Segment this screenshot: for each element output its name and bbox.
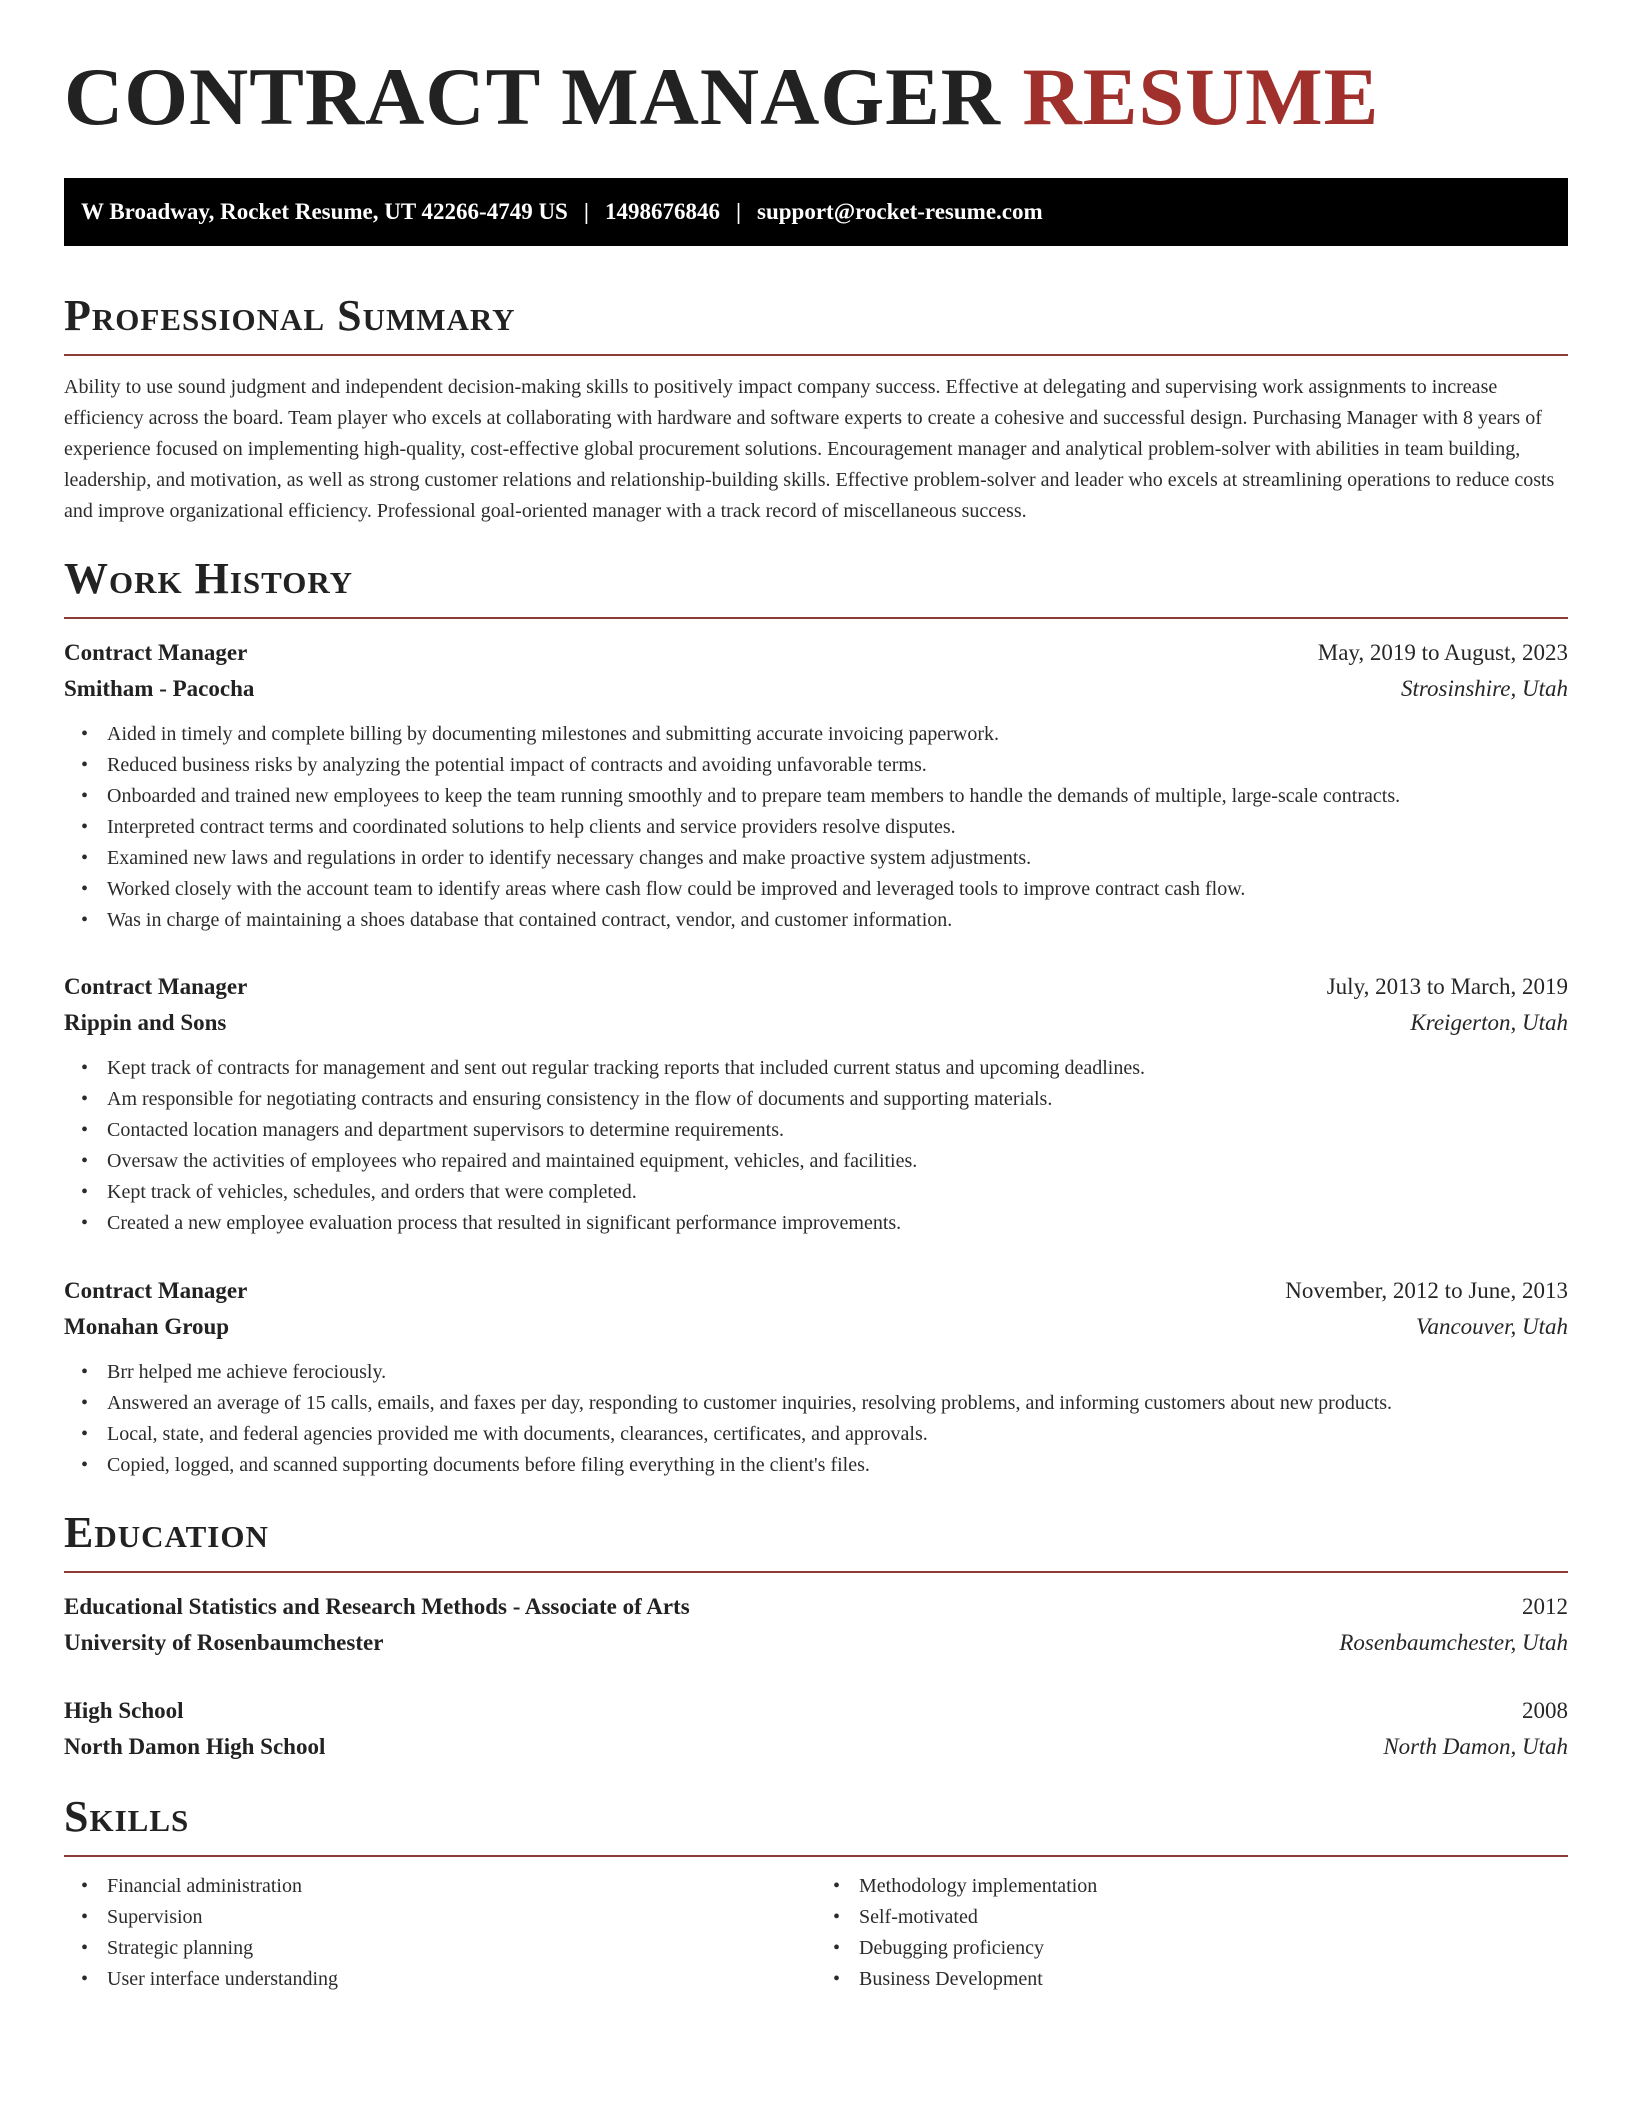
job-bullet: • Onboarded and trained new employees to keep the team running smoothly and to prepare team members to handle the demands of multiple, large-scale contracts. bbox=[107, 781, 1568, 812]
job-entry bbox=[64, 635, 1568, 936]
job-bullets bbox=[64, 719, 1568, 936]
job-header-row bbox=[64, 969, 1568, 1005]
education-school-row bbox=[64, 1729, 1568, 1765]
education-degree-row bbox=[64, 1589, 1568, 1625]
skills-list-right bbox=[816, 1871, 1568, 1995]
job-dates: November, 2012 to June, 2013 bbox=[1285, 1278, 1568, 1303]
job-company-row bbox=[64, 1309, 1568, 1345]
skill-item: • Self-motivated bbox=[859, 1902, 1568, 1933]
education-degree-row bbox=[64, 1693, 1568, 1729]
job-title: Contract Manager bbox=[64, 1278, 248, 1303]
skill-item: • Debugging proficiency bbox=[859, 1933, 1568, 1964]
job-bullet: • Oversaw the activities of employees who repaired and maintained equipment, vehicles, and facilities. bbox=[107, 1146, 1568, 1177]
job-location: Kreigerton, Utah bbox=[1410, 1010, 1568, 1035]
summary-text: Ability to use sound judgment and independent decision-making skills to positively impact company success. Effective at delegating and supervising work assignments to increase efficiency across the board. Team player who excels at collaborating with hardware and software experts to create a cohesive and successful design. Purchasing Manager with 8 years of experience focused on implementing high-quality, cost-effective global procurement solutions. Encouragement manager and analytical problem-solver with abilities in team building, leadership, and motivation, as well as strong customer relations and relationship-building skills. Effective problem-solver and leader who excels at streamlining operations to reduce costs and improve organizational efficiency. Professional goal-oriented manager with a track record of miscellaneous success. bbox=[64, 376, 1555, 522]
job-bullets bbox=[64, 1053, 1568, 1239]
skill-item: • Financial administration bbox=[107, 1871, 816, 1902]
job-bullet: • Worked closely with the account team to identify areas where cash flow could be improved and leveraged tools to improve contract cash flow. bbox=[107, 874, 1568, 905]
job-header-row bbox=[64, 1273, 1568, 1309]
work-history-section bbox=[64, 554, 1568, 1481]
education-entry bbox=[64, 1589, 1568, 1661]
job-bullet: • Kept track of contracts for management and sent out regular tracking reports that included current status and upcoming deadlines. bbox=[107, 1053, 1568, 1084]
job-header-row bbox=[64, 635, 1568, 671]
job-dates: July, 2013 to March, 2019 bbox=[1326, 974, 1568, 999]
skills-section bbox=[64, 1792, 1568, 1995]
job-bullet: • Kept track of vehicles, schedules, and orders that were completed. bbox=[107, 1177, 1568, 1208]
skills-heading: Skills bbox=[64, 1795, 1568, 1857]
skills-grid bbox=[64, 1871, 1568, 1995]
job-dates: May, 2019 to August, 2023 bbox=[1317, 640, 1568, 665]
education-degree: Educational Statistics and Research Methods - Associate of Arts bbox=[64, 1594, 690, 1619]
job-bullet: • Examined new laws and regulations in order to identify necessary changes and make proactive system adjustments. bbox=[107, 843, 1568, 874]
job-bullets bbox=[64, 1357, 1568, 1481]
education-degree: High School bbox=[64, 1698, 184, 1723]
job-location: Strosinshire, Utah bbox=[1401, 676, 1568, 701]
education-school: University of Rosenbaumchester bbox=[64, 1630, 384, 1655]
summary-section bbox=[64, 291, 1568, 527]
resume-title bbox=[64, 51, 1568, 148]
job-bullet: • Copied, logged, and scanned supporting documents before filing everything in the client's files. bbox=[107, 1450, 1568, 1481]
job-company: Rippin and Sons bbox=[64, 1010, 227, 1035]
job-bullet: • Answered an average of 15 calls, emails, and faxes per day, responding to customer inquiries, resolving problems, and informing customers about new products. bbox=[107, 1388, 1568, 1419]
job-bullet: • Contacted location managers and department supervisors to determine requirements. bbox=[107, 1115, 1568, 1146]
education-location: North Damon, Utah bbox=[1383, 1734, 1568, 1759]
education-school-row bbox=[64, 1625, 1568, 1661]
job-bullet: • Local, state, and federal agencies provided me with documents, clearances, certificates, and approvals. bbox=[107, 1419, 1568, 1450]
job-title: Contract Manager bbox=[64, 640, 248, 665]
job-bullet: • Brr helped me achieve ferociously. bbox=[107, 1357, 1568, 1388]
job-company-row bbox=[64, 671, 1568, 707]
skill-item: • User interface understanding bbox=[107, 1964, 816, 1995]
education-year: 2012 bbox=[1522, 1594, 1568, 1619]
skills-list-left bbox=[64, 1871, 816, 1995]
job-entry bbox=[64, 1273, 1568, 1481]
job-bullet: • Created a new employee evaluation process that resulted in significant performance improvements. bbox=[107, 1208, 1568, 1239]
job-bullet: • Was in charge of maintaining a shoes database that contained contract, vendor, and customer information. bbox=[107, 905, 1568, 936]
education-location: Rosenbaumchester, Utah bbox=[1339, 1630, 1568, 1655]
summary-heading: Professional Summary bbox=[64, 294, 1568, 356]
work-history-heading: Work History bbox=[64, 557, 1568, 619]
education-school: North Damon High School bbox=[64, 1734, 326, 1759]
job-bullet: • Reduced business risks by analyzing the potential impact of contracts and avoiding unfavorable terms. bbox=[107, 750, 1568, 781]
education-heading: Education bbox=[64, 1511, 1568, 1573]
title-accent: RESUME bbox=[1022, 51, 1380, 142]
skill-item: • Supervision bbox=[107, 1902, 816, 1933]
job-company: Smitham - Pacocha bbox=[64, 676, 255, 701]
job-bullet: • Aided in timely and complete billing by documenting milestones and submitting accurate invoicing paperwork. bbox=[107, 719, 1568, 750]
job-title: Contract Manager bbox=[64, 974, 248, 999]
job-bullet: • Interpreted contract terms and coordinated solutions to help clients and service providers resolve disputes. bbox=[107, 812, 1568, 843]
job-location: Vancouver, Utah bbox=[1415, 1314, 1568, 1339]
skill-item: • Business Development bbox=[859, 1964, 1568, 1995]
contact-phone[interactable]: 1498676846 bbox=[604, 199, 720, 224]
job-entry bbox=[64, 969, 1568, 1239]
education-section bbox=[64, 1508, 1568, 1765]
contact-address: W Broadway, Rocket Resume, UT 42266-4749 US bbox=[81, 199, 568, 224]
job-bullet: • Am responsible for negotiating contracts and ensuring consistency in the flow of documents and supporting materials. bbox=[107, 1084, 1568, 1115]
skill-item: • Methodology implementation bbox=[859, 1871, 1568, 1902]
job-company-row bbox=[64, 1005, 1568, 1041]
contact-separator: | bbox=[735, 199, 742, 224]
contact-separator: | bbox=[583, 199, 589, 224]
education-entry bbox=[64, 1693, 1568, 1765]
title-main: CONTRACT MANAGER bbox=[64, 51, 1002, 142]
job-company: Monahan Group bbox=[64, 1314, 230, 1339]
education-year: 2008 bbox=[1522, 1698, 1568, 1723]
contact-email[interactable]: support@rocket-resume.com bbox=[757, 199, 1043, 224]
contact-bar bbox=[64, 178, 1568, 246]
skill-item: • Strategic planning bbox=[107, 1933, 816, 1964]
